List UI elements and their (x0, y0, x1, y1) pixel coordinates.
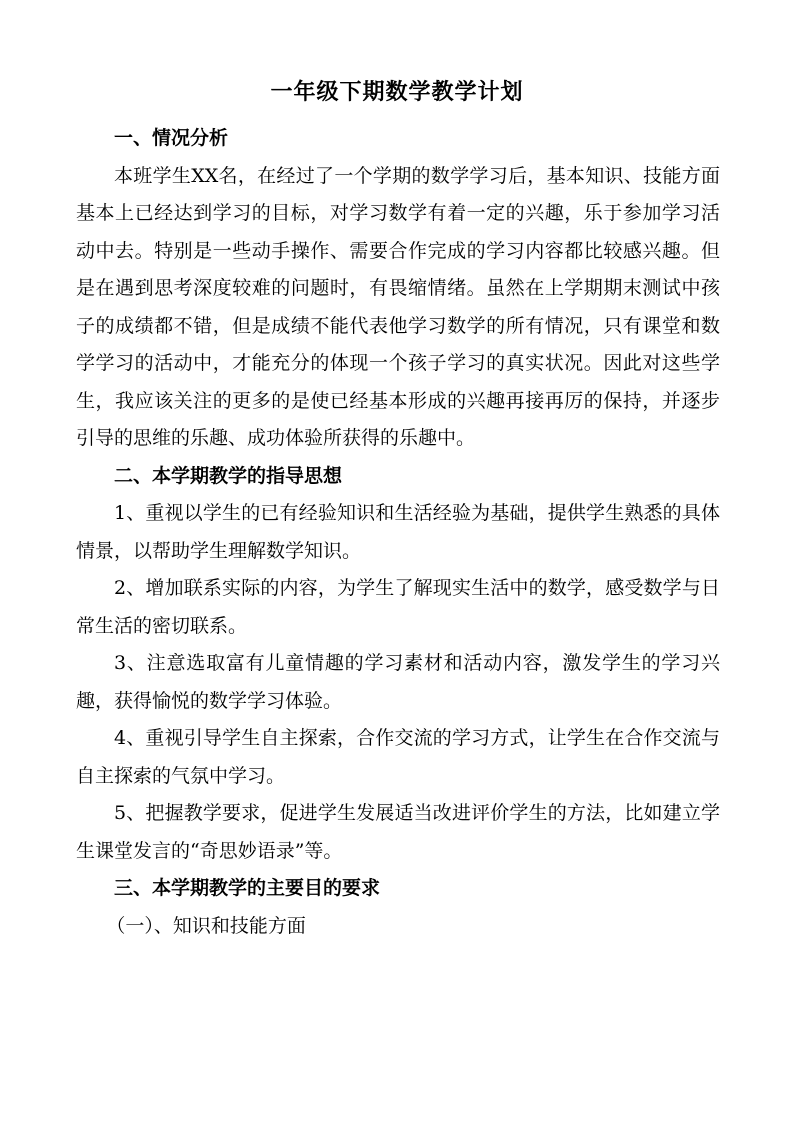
list-item: 1、重视以学生的已有经验知识和生活经验为基础，提供学生熟悉的具体情景，以帮助学生理解数学知识。 (76, 502, 720, 562)
section-heading-main-goals: 三、本学期教学的主要目的要求 (114, 877, 381, 899)
paragraph-situation-analysis: 本班学生XX名，在经过了一个学期的数学学习后，基本知识、技能方面基本上已经达到学习的目标，对学习数学有着一定的兴趣，乐于参加学习活动中去。特别是一些动手操作、需要合作完成的学习内容都比较感兴趣。但是在遇到思考深度较难的问题时，有畏缩情绪。虽然在上学期期末测试中孩子的成绩都不错，但是成绩不能代表他学习数学的所有情况，只有课堂和数学学习的活动中，才能充分的体现一个孩子学习的真实状况。因此对这些学生，我应该关注的更多的是使已经基本形成的兴趣再接再厉的保持，并逐步引导的思维的乐趣、成功体验所获得的乐趣中。 (76, 164, 720, 449)
list-item: 2、增加联系实际的内容，为学生了解现实生活中的数学，感受数学与日常生活的密切联系。 (76, 577, 720, 637)
list-item: 5、把握教学要求，促进学生发展适当改进评价学生的方法，比如建立学生课堂发言的“奇思妙语录”等。 (76, 802, 720, 862)
section-heading-situation-analysis: 一、情况分析 (114, 127, 229, 149)
list-item: 4、重视引导学生自主探索，合作交流的学习方式，让学生在合作交流与自主探索的气氛中学习。 (76, 727, 720, 787)
document-title: 一年级下期数学教学计划 (270, 79, 524, 105)
section-heading-guiding-ideas: 二、本学期教学的指导思想 (114, 464, 343, 487)
subsection-heading-knowledge-skills: （一）、知识和技能方面 (106, 914, 306, 937)
list-item: 3、注意选取富有儿童情趣的学习素材和活动内容，激发学生的学习兴趣，获得愉悦的数学学习体验。 (76, 652, 720, 712)
document-body (76, 120, 720, 945)
